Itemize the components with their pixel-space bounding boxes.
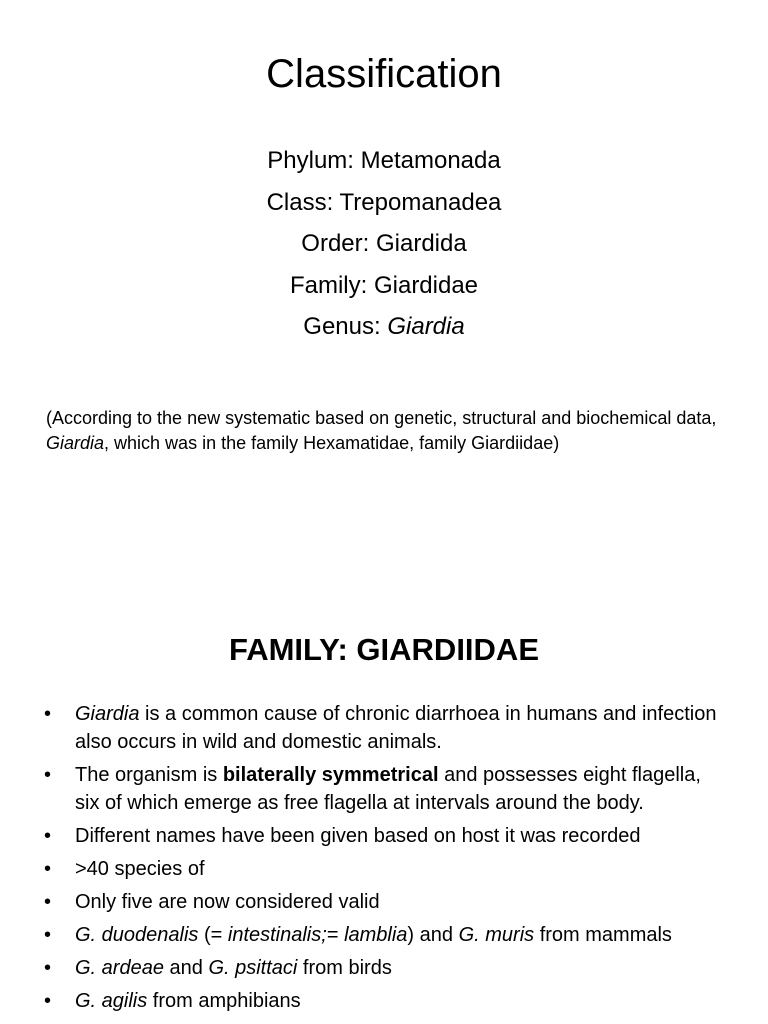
list-item: [0, 761, 768, 817]
bullet-icon: •: [44, 990, 52, 1012]
bullet-text: and possesses eight flagella, six of which emerge as free flagella at intervals around the body.: [75, 764, 701, 814]
list-item: [0, 888, 768, 916]
bullet-text: is a common cause of chronic diarrhoea in humans and infection also occurs in wild and domestic animals.: [75, 703, 717, 753]
note-italic: Giardia: [46, 433, 105, 453]
bullet-text: from birds: [297, 957, 392, 979]
bullet-icon: •: [44, 703, 52, 725]
rank-value: Giardia: [387, 313, 465, 340]
bullet-list: [0, 700, 768, 1020]
list-item: [0, 855, 768, 883]
bold-text: bilaterally symmetrical: [222, 764, 439, 786]
taxonomy-phylum: [0, 140, 768, 182]
bullet-icon: •: [44, 764, 52, 786]
italic-text: G. duodenalis: [75, 924, 199, 946]
italic-text: G. agilis: [75, 990, 148, 1012]
italic-text: G. ardeae: [75, 957, 164, 979]
italic-text: Giardia: [75, 703, 140, 725]
bullet-text: and: [163, 957, 209, 979]
bullet-icon: •: [44, 957, 52, 979]
classification-note: [46, 406, 726, 456]
rank-label: Family:: [289, 271, 368, 299]
list-item: [0, 921, 768, 949]
bullet-text: from amphibians: [147, 990, 301, 1012]
rank-value: Giardidae: [373, 271, 479, 299]
rank-value: Trepomanadea: [339, 188, 502, 216]
bullet-icon: •: [44, 924, 52, 946]
taxonomy-family: [0, 265, 768, 307]
note-text: , which was in the family Hexamatidae, family Giardiidae): [104, 433, 560, 453]
bullet-text: from mammals: [534, 924, 672, 946]
taxonomy-class: [0, 182, 768, 224]
bullet-text: The organism is: [75, 764, 223, 786]
italic-text: lamblia: [344, 924, 408, 946]
taxonomy-list: [0, 140, 768, 348]
bullet-icon: •: [44, 858, 52, 880]
list-item: [0, 700, 768, 756]
taxonomy-order: [0, 223, 768, 265]
rank-label: Phylum:: [267, 147, 354, 174]
italic-text: G. muris: [458, 924, 535, 946]
taxonomy-genus: [0, 306, 768, 348]
list-item: [0, 987, 768, 1015]
italic-text: intestinalis;: [227, 924, 327, 946]
list-item: [0, 822, 768, 850]
slide-title: Classification: [266, 52, 502, 96]
italic-text: G. psittaci: [208, 957, 298, 979]
slide-family-giardiidae: [0, 560, 768, 1024]
rank-label: Class:: [266, 188, 334, 216]
bullet-text: =: [326, 924, 345, 946]
rank-label: Order:: [301, 230, 370, 257]
bullet-text: Only five are now considered valid: [75, 891, 380, 913]
bullet-text: (=: [198, 924, 228, 946]
rank-value: Giardida: [375, 230, 467, 257]
rank-value: Metamonada: [360, 147, 501, 174]
bullet-text: ) and: [407, 924, 459, 946]
bullet-text: >40 species of: [75, 858, 205, 880]
rank-label: Genus:: [303, 313, 381, 340]
list-item: [0, 954, 768, 982]
note-text: (According to the new systematic based on genetic, structural and biochemical data,: [46, 408, 717, 428]
bullet-text: Different names have been given based on host it was recorded: [75, 825, 641, 847]
bullet-icon: •: [44, 825, 52, 847]
bullet-icon: •: [44, 891, 52, 913]
slide-title: FAMILY: GIARDIIDAE: [228, 632, 539, 667]
